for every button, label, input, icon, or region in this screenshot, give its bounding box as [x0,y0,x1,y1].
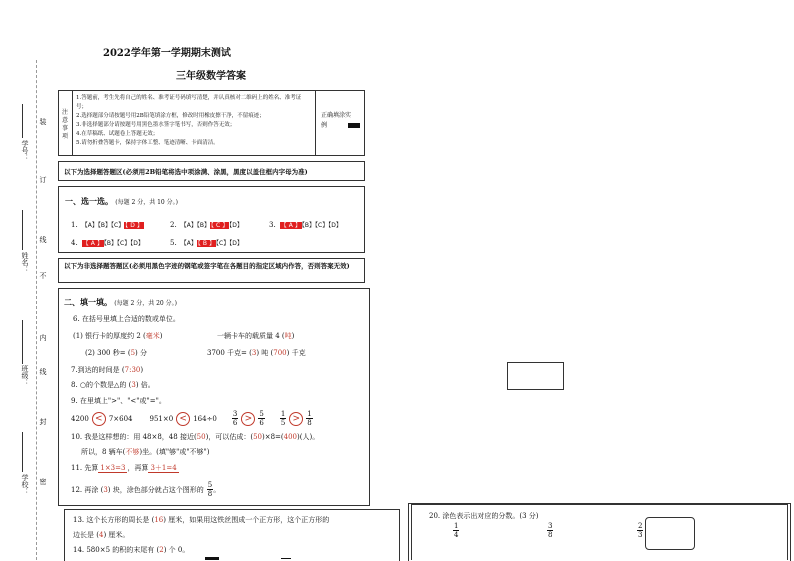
fill-points: (每题 2 分，共 20 分。) [114,300,177,307]
mc-option-c[interactable]: 【C】 [314,222,329,229]
mc-option-d[interactable]: 【D】 [130,240,144,247]
notice-item: 5.请勿折叠答题卡，保持字体工整、笔迹清晰、卡面清洁。 [76,140,219,146]
q9-answer-circle: > [241,412,255,426]
answer: 400 [283,433,298,441]
answer: 50 [253,433,262,441]
answer: 7:30 [124,366,141,374]
binding-char: 装 [39,118,47,125]
mc-question [71,220,144,229]
answer: 1×3=3 [100,464,126,472]
answer: 3 [103,485,108,494]
lower-section [64,509,400,561]
student-id-label: 学号： [21,140,29,161]
mc-option-a[interactable]: 【A】 [81,222,98,229]
answer: 50 [196,433,206,441]
placeholder-box [507,362,564,390]
mc-banner: 以下为选择题答题区(必须用2B铅笔将选中项涂满、涂黑，黑度以盖住框内字母为准) [58,161,365,181]
mc-option-c[interactable]: 【 C 】 [210,222,229,229]
notice-side-label: 注意事项 [62,109,69,140]
name-label: 姓名： [21,252,29,273]
example-label: 正确填涂实例 [321,112,352,129]
school-label: 学校： [21,474,29,495]
mc-question-number: 2. [170,221,177,229]
answer: 5 [130,349,136,357]
mc-option-c[interactable]: 【C】 [215,240,230,247]
fill-heading: 二、填一填。 [64,297,112,307]
q20-fraction: $\frac{3}{8}$ [548,522,553,539]
binding-char: 内 [39,334,47,341]
mc-question [170,220,243,229]
q14: 14. 580×5 的积的末尾有 (2) 个 0。 [73,546,190,554]
q8: 8. ○的个数是△的 (3) 倍。 [71,381,155,389]
mc-option-c[interactable]: 【C】 [116,240,131,247]
mc-option-c[interactable]: 【C】 [110,222,125,229]
q20-shape [645,517,695,550]
mc-question-number: 4. [71,239,78,247]
class-line [22,320,23,364]
page-title: 2022学年第一学期期末测试 [103,48,231,59]
q7: 7.到达的时间是 (7:30) [71,366,144,374]
fill-banner: 以下为非选择题答题区(必须用黑色字迹的钢笔或签字笔在各题目的指定区域内作答，否则答案无效) [58,258,365,283]
filled-example-mark [348,123,360,128]
mc-option-d[interactable]: 【D】 [229,240,243,247]
binding-cut-line [36,60,37,560]
mc-section [58,186,365,253]
notice-item: 2.选择题部分请按题号用2B铅笔填涂方框，修改时用橡皮擦干净，不留痕迹； [76,113,265,119]
mc-option-b[interactable]: 【B】 [196,222,210,229]
q20-section [408,503,791,561]
fill-section [58,288,370,506]
mc-points: (每题 2 分，共 10 分。) [115,199,178,206]
q20-fraction: $\frac{2}{3}$ [638,522,643,539]
mc-question [71,238,144,247]
mc-option-d[interactable]: 【 D 】 [125,222,143,229]
binding-char: 线 [39,236,47,243]
mc-option-d[interactable]: 【D】 [229,222,243,229]
answer: 吨 [284,332,292,340]
mc-question-number: 5. [170,239,177,247]
mc-option-d[interactable]: 【D】 [328,222,342,229]
q11: 11. 先算 1×3=3 ，再算 3＋1=4 [71,464,177,472]
answer: 3＋1=4 [150,464,177,472]
q9-answer-circle: < [176,412,190,426]
q20-fraction: $\frac{1}{4}$ [454,522,459,539]
mc-option-a[interactable]: 【A】 [180,222,197,229]
notice-box [58,90,365,156]
q9-text: 9. 在里填上">"、"<"或"="。 [71,397,166,405]
q6-1b: 一辆卡车的载质量 4 (吨) [217,332,295,340]
notice-item: 4.在草稿纸、试题卷上答题无效； [76,131,159,137]
q20-text: 20. 涂色表示出对应的分数。(3 分) [429,512,539,520]
student-id-line [22,104,23,138]
answer: 不够 [125,448,140,456]
binding-char: 线 [39,368,47,375]
binding-char: 不 [39,272,47,279]
mc-option-a[interactable]: 【A】 [180,240,197,247]
mc-option-b[interactable]: 【B】 [97,222,111,229]
answer: 毫米 [145,332,160,340]
q12: 12. 再涂 ( 3 ) 块，涂色部分就占这个图形的 $\frac{5}{8}$ 。 [71,481,221,498]
mc-option-b[interactable]: 【B】 [103,240,117,247]
mc-question-number: 1. [71,221,78,229]
binding-char: 订 [39,176,47,183]
school-line [22,432,23,472]
answer: 4 [98,531,104,539]
answer: 16 [154,516,164,524]
q9-answer-circle: > [289,412,303,426]
binding-char: 密 [39,478,47,485]
partial-figure [205,557,219,560]
q6-text: 6. 在括号里填上合适的数或单位。 [73,315,180,323]
mc-option-a[interactable]: 【 A 】 [82,240,103,247]
mc-heading: 一、选一选。 [65,196,113,206]
mc-option-b[interactable]: 【B】 [301,222,315,229]
answer: 3 [131,381,136,389]
q13: 13. 这个长方形的周长是 (16) 厘米，如果用这铁丝围成一个正方形，这个正方形的 [73,516,330,524]
page-subtitle: 三年级数学答案 [176,71,246,82]
mc-option-a[interactable]: 【 A 】 [280,222,301,229]
q6-1a: (1) 银行卡的厚度约 2 (毫米) [73,332,163,340]
mc-option-b[interactable]: 【 B 】 [197,240,215,247]
q10-line2: 所以，8 辆车(不够)坐。(填"够"或"不够") [81,448,210,456]
notice-item: 1.答题前，考生先将自己的姓名、准考证号码填写清楚，并认真核对二维码上的姓名、准考证号； [76,95,302,110]
name-line [22,210,23,250]
q6-2a: (2) 300 秒= (5) 分 [85,349,147,357]
binding-char: 封 [39,418,47,425]
answer: 700 [273,349,287,357]
q13-line2: 边长是 (4) 厘米。 [73,531,130,539]
mc-question-number: 3. [269,221,276,229]
answer: 3 [251,349,257,357]
mc-question [170,238,243,247]
class-label: 班级： [21,365,29,386]
q9-answer-circle: < [92,412,106,426]
answer: 2 [159,546,164,554]
notice-list [76,94,312,148]
notice-item: 3.非选择题部分请按题号用黑色墨水签字笔书写，否则作答无效； [76,122,236,128]
q9-row: 4200 < 7×604 951×0 < 164÷0 $\frac{3}{6}$ > $\frac{5}{6}$ $\frac{1}{5}$ > $\frac{1}{8}$ [71,410,312,427]
q6-2b: 3700 千克= (3) 吨 (700) 千克 [207,349,306,357]
mc-question [269,220,342,229]
q10: 10. 我是这样想的：用 48×8，48 接近(50)，可以估成：(50)×8=(400)(人)。 [71,433,320,441]
